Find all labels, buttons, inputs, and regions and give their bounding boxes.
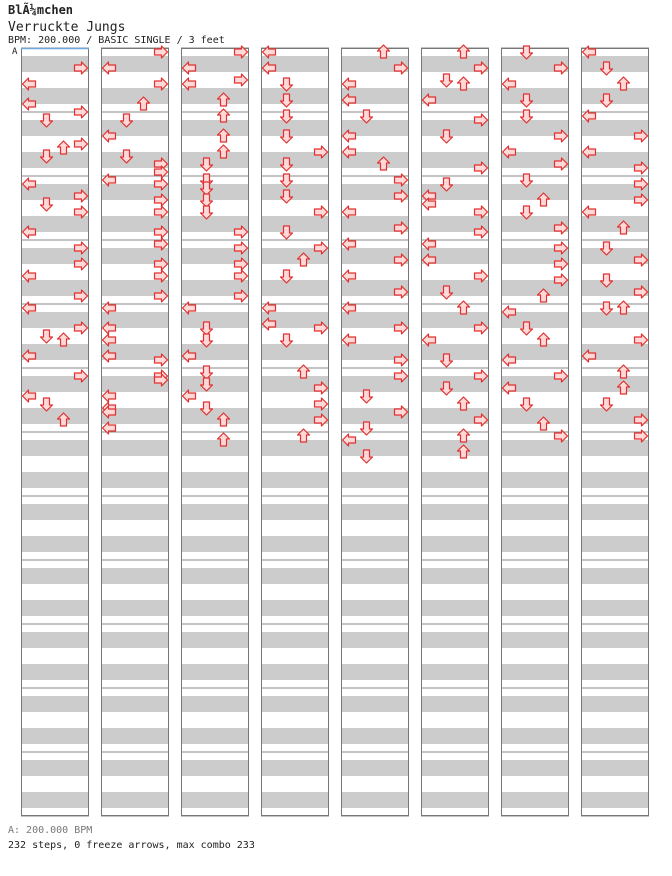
row-stripe bbox=[21, 632, 89, 648]
row-stripe bbox=[581, 56, 649, 72]
row-stripe bbox=[581, 792, 649, 808]
row-stripe bbox=[181, 88, 249, 104]
row-stripe bbox=[181, 664, 249, 680]
row-stripe bbox=[181, 728, 249, 744]
row-stripe bbox=[21, 792, 89, 808]
row-stripe bbox=[501, 792, 569, 808]
row-stripe bbox=[101, 440, 169, 456]
row-stripe bbox=[21, 760, 89, 776]
row-stripe bbox=[101, 760, 169, 776]
row-stripe bbox=[101, 696, 169, 712]
row-stripe bbox=[581, 472, 649, 488]
row-stripe bbox=[421, 728, 489, 744]
row-stripe bbox=[421, 568, 489, 584]
row-stripe bbox=[341, 504, 409, 520]
row-stripe bbox=[341, 664, 409, 680]
step-stats: 232 steps, 0 freeze arrows, max combo 233 bbox=[8, 840, 255, 851]
row-stripe bbox=[181, 408, 249, 424]
row-stripe bbox=[421, 696, 489, 712]
row-stripe bbox=[181, 792, 249, 808]
row-stripe bbox=[181, 312, 249, 328]
row-stripe bbox=[261, 600, 329, 616]
row-stripe bbox=[261, 120, 329, 136]
row-stripe bbox=[501, 632, 569, 648]
row-stripe bbox=[21, 664, 89, 680]
row-stripe bbox=[261, 216, 329, 232]
row-stripe bbox=[341, 600, 409, 616]
row-stripe bbox=[101, 728, 169, 744]
row-stripe bbox=[501, 184, 569, 200]
step-arrow bbox=[235, 74, 248, 86]
row-stripe bbox=[181, 472, 249, 488]
row-stripe bbox=[21, 600, 89, 616]
row-stripe bbox=[421, 664, 489, 680]
bpm-legend: A: 200.000 BPM bbox=[8, 825, 93, 836]
row-stripe bbox=[501, 600, 569, 616]
row-stripe bbox=[181, 536, 249, 552]
row-stripe bbox=[21, 504, 89, 520]
row-stripe bbox=[21, 696, 89, 712]
row-stripe bbox=[421, 504, 489, 520]
row-stripe bbox=[501, 760, 569, 776]
row-stripe bbox=[581, 600, 649, 616]
row-stripe bbox=[421, 280, 489, 296]
row-stripe bbox=[581, 536, 649, 552]
row-stripe bbox=[421, 632, 489, 648]
row-stripe bbox=[501, 536, 569, 552]
row-stripe bbox=[261, 728, 329, 744]
row-stripe bbox=[101, 88, 169, 104]
row-stripe bbox=[21, 472, 89, 488]
row-stripe bbox=[181, 632, 249, 648]
row-stripe bbox=[261, 568, 329, 584]
row-stripe bbox=[341, 728, 409, 744]
row-stripe bbox=[421, 536, 489, 552]
row-stripe bbox=[341, 632, 409, 648]
row-stripe bbox=[261, 184, 329, 200]
artist-name: BlÃ¼mchen bbox=[8, 3, 74, 17]
row-stripe bbox=[21, 728, 89, 744]
row-stripe bbox=[581, 312, 649, 328]
row-stripe bbox=[581, 568, 649, 584]
row-stripe bbox=[101, 472, 169, 488]
row-stripe bbox=[181, 120, 249, 136]
row-stripe bbox=[421, 472, 489, 488]
row-stripe bbox=[261, 664, 329, 680]
row-stripe bbox=[421, 760, 489, 776]
row-stripe bbox=[501, 728, 569, 744]
song-title: Verruckte Jungs bbox=[8, 20, 126, 35]
row-stripe bbox=[21, 536, 89, 552]
row-stripe bbox=[101, 600, 169, 616]
row-stripe bbox=[421, 344, 489, 360]
row-stripe bbox=[261, 280, 329, 296]
row-stripe bbox=[181, 600, 249, 616]
row-stripe bbox=[261, 632, 329, 648]
row-stripe bbox=[501, 472, 569, 488]
row-stripe bbox=[581, 664, 649, 680]
row-stripe bbox=[501, 664, 569, 680]
row-stripe bbox=[101, 664, 169, 680]
row-stripe bbox=[501, 568, 569, 584]
row-stripe bbox=[581, 760, 649, 776]
row-stripe bbox=[181, 376, 249, 392]
row-stripe bbox=[21, 568, 89, 584]
row-stripe bbox=[341, 760, 409, 776]
row-stripe bbox=[101, 568, 169, 584]
row-stripe bbox=[261, 440, 329, 456]
row-stripe bbox=[261, 344, 329, 360]
row-stripe bbox=[581, 632, 649, 648]
row-stripe bbox=[421, 440, 489, 456]
row-stripe bbox=[341, 696, 409, 712]
row-stripe bbox=[101, 792, 169, 808]
bpm-change-marker: A bbox=[12, 47, 18, 57]
row-stripe bbox=[341, 568, 409, 584]
step-arrow bbox=[75, 138, 88, 150]
row-stripe bbox=[101, 632, 169, 648]
row-stripe bbox=[341, 536, 409, 552]
row-stripe bbox=[181, 696, 249, 712]
row-stripe bbox=[501, 696, 569, 712]
step-arrow bbox=[75, 106, 88, 118]
row-stripe bbox=[501, 408, 569, 424]
row-stripe bbox=[421, 600, 489, 616]
row-stripe bbox=[501, 504, 569, 520]
chart-info: BPM: 200.000 / BASIC SINGLE / 3 feet bbox=[8, 35, 225, 46]
row-stripe bbox=[21, 120, 89, 136]
row-stripe bbox=[261, 88, 329, 104]
row-stripe bbox=[181, 184, 249, 200]
row-stripe bbox=[581, 696, 649, 712]
row-stripe bbox=[581, 376, 649, 392]
row-stripe bbox=[341, 472, 409, 488]
row-stripe bbox=[261, 696, 329, 712]
row-stripe bbox=[181, 568, 249, 584]
row-stripe bbox=[261, 792, 329, 808]
row-stripe bbox=[21, 440, 89, 456]
row-stripe bbox=[181, 152, 249, 168]
row-stripe bbox=[21, 152, 89, 168]
row-stripe bbox=[261, 760, 329, 776]
row-stripe bbox=[581, 440, 649, 456]
row-stripe bbox=[101, 504, 169, 520]
row-stripe bbox=[181, 504, 249, 520]
row-stripe bbox=[181, 440, 249, 456]
row-stripe bbox=[101, 536, 169, 552]
row-stripe bbox=[501, 440, 569, 456]
row-stripe bbox=[261, 536, 329, 552]
row-stripe bbox=[581, 88, 649, 104]
row-stripe bbox=[501, 88, 569, 104]
row-stripe bbox=[261, 472, 329, 488]
row-stripe bbox=[581, 728, 649, 744]
row-stripe bbox=[581, 216, 649, 232]
step-arrow bbox=[441, 74, 453, 87]
row-stripe bbox=[581, 504, 649, 520]
row-stripe bbox=[341, 792, 409, 808]
row-stripe bbox=[261, 504, 329, 520]
row-stripe bbox=[421, 792, 489, 808]
step-arrow bbox=[41, 330, 53, 343]
row-stripe bbox=[21, 408, 89, 424]
row-stripe bbox=[181, 760, 249, 776]
